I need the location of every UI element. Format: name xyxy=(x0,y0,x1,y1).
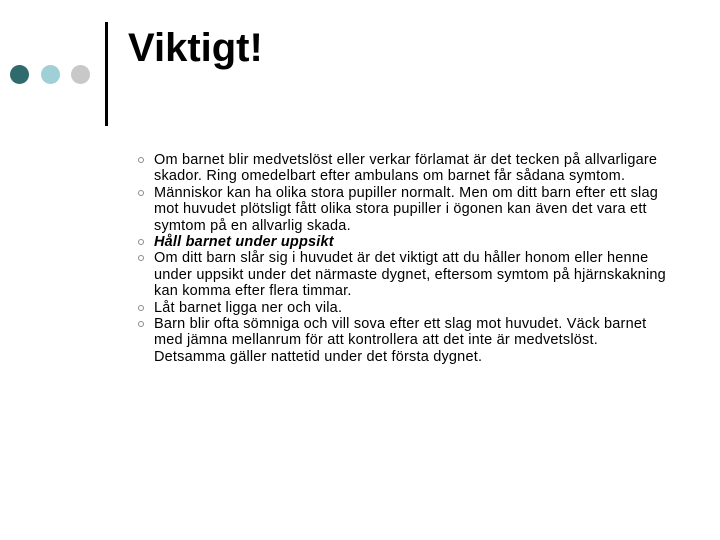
ring-bullet-icon xyxy=(138,255,144,261)
dark-teal-dot-icon xyxy=(10,65,29,84)
gray-dot-icon xyxy=(71,65,90,84)
decorative-dots xyxy=(10,65,94,85)
bullet-text: Håll barnet under uppsikt xyxy=(154,234,334,251)
ring-bullet-icon xyxy=(138,305,144,311)
bullet-item xyxy=(143,250,673,299)
bullet-text: Om barnet blir medvetslöst eller verkar förlamat är det tecken på allvarligare skador. Ring omedelbart efter ambulans om barnet får sådana symtom. xyxy=(154,152,658,185)
ring-bullet-icon xyxy=(138,190,144,196)
bullet-item xyxy=(143,316,673,365)
bullet-text: Barn blir ofta sömniga och vill sova efter ett slag mot huvudet. Väck barnet med jämna mellanrum för att kontrollera att det inte är medvetslöst. Detsamma gäller nattetid under det första dygnet. xyxy=(154,316,647,365)
bullet-item xyxy=(143,185,673,234)
bullet-list xyxy=(143,152,673,365)
bullet-text: Låt barnet ligga ner och vila. xyxy=(154,299,343,316)
title-divider-line xyxy=(105,22,108,126)
ring-bullet-icon xyxy=(138,157,144,163)
ring-bullet-icon xyxy=(138,239,144,245)
light-blue-dot-icon xyxy=(41,65,60,84)
ring-bullet-icon xyxy=(138,321,144,327)
bullet-text: Om ditt barn slår sig i huvudet är det viktigt att du håller honom eller henne under uppsikt under det närmaste dygnet, eftersom symtom på hjärnskakning kan komma efter flera timmar. xyxy=(154,250,666,300)
bullet-item-heading xyxy=(143,234,673,250)
bullet-text: Människor kan ha olika stora pupiller normalt. Men om ditt barn efter ett slag mot huvudet plötsligt fått olika stora pupiller i ögonen kan även det vara ett symtom på en allvarlig skada. xyxy=(154,184,658,234)
bullet-item xyxy=(143,152,673,185)
slide-title: Viktigt! xyxy=(128,26,263,70)
bullet-item xyxy=(143,300,673,316)
